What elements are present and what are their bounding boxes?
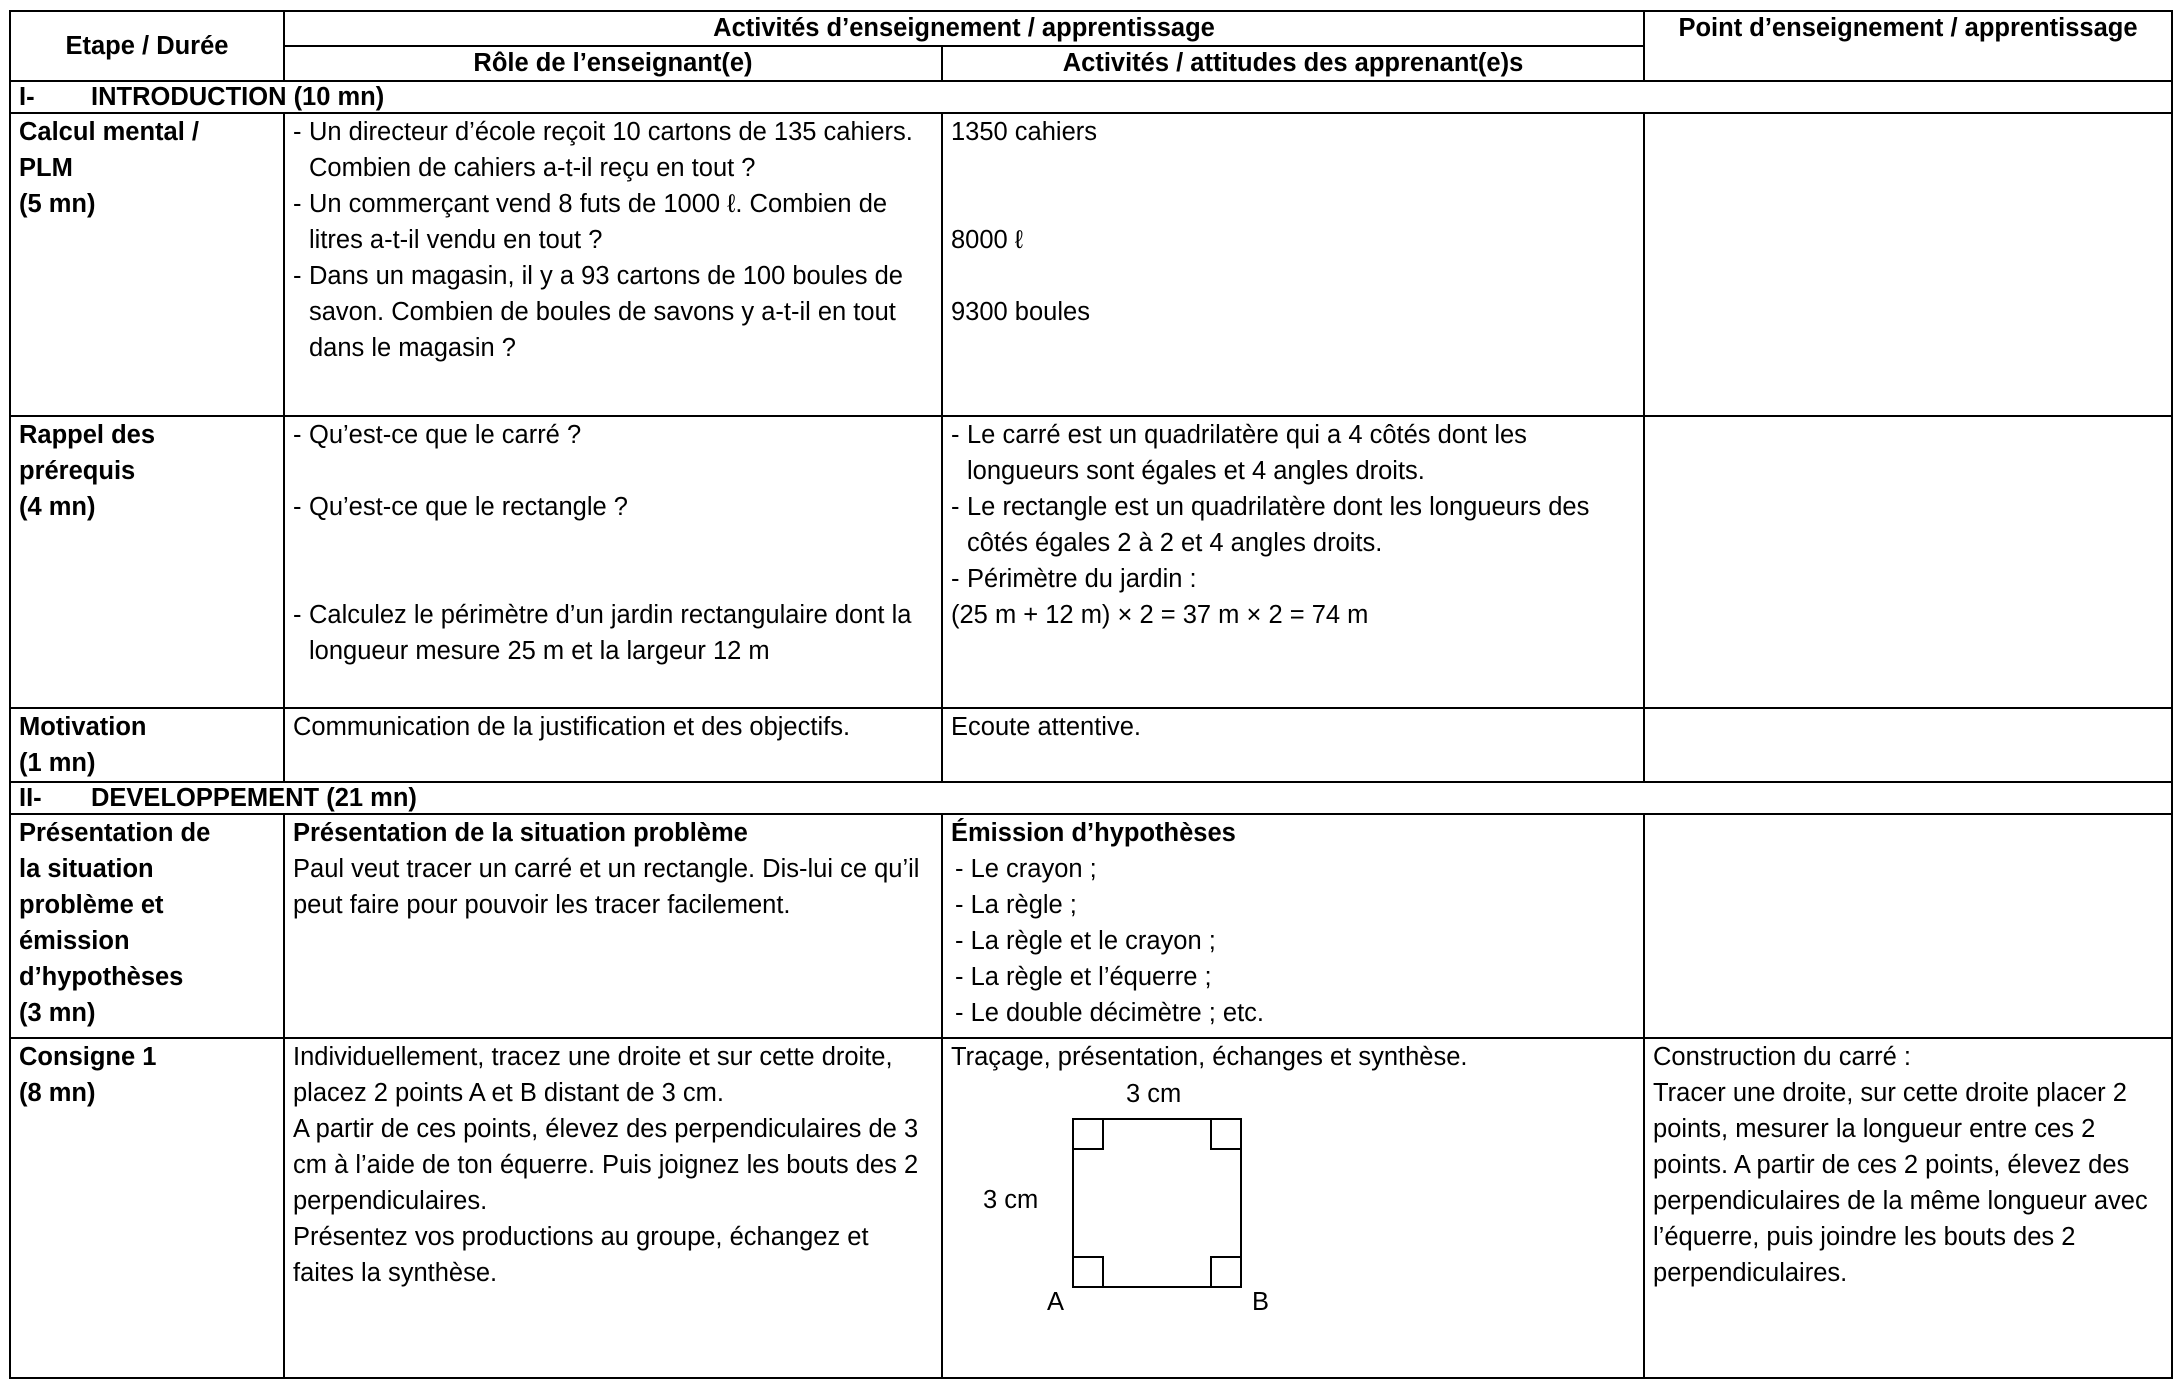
- instruction-paragraph: Présentez vos productions au groupe, échangez et faites la synthèse.: [293, 1223, 869, 1287]
- point-text: Tracer une droite, sur cette droite placer 2 points, mesurer la longueur entre ces 2 points. A partir de ces 2 points, élevez des perpendiculaires de la même longueur avec l’équerre, puis joindre les bouts des 2 perpendiculaires.: [1653, 1079, 2148, 1287]
- row-calcul-mental: [10, 113, 2172, 416]
- answer-item: 8000 ℓ: [951, 226, 1024, 254]
- question-item: - Calculez le périmètre d’un jardin rectangulaire dont la longueur mesure 25 m et la largeur 12 m: [293, 597, 933, 669]
- section-number: II-: [19, 784, 42, 812]
- right-angle-marker: [1210, 1256, 1242, 1288]
- left-side-label: 3 cm: [983, 1186, 1039, 1214]
- header-learner-role: Activités / attitudes des apprenant(e)s: [942, 46, 1644, 81]
- stage-cell: Consigne 1 (8 mn): [10, 1038, 284, 1378]
- row-consigne-1: [10, 1038, 2172, 1378]
- hypothesis-item: - La règle et l’équerre ;: [955, 963, 1212, 991]
- header-teacher-role: Rôle de l’enseignant(e): [284, 46, 942, 81]
- hypothesis-item: - Le crayon ;: [955, 855, 1097, 883]
- header-activities: Activités d’enseignement / apprentissage: [284, 11, 1644, 46]
- section-number: I-: [19, 83, 35, 111]
- hypothesis-item: - La règle et le crayon ;: [955, 927, 1216, 955]
- hypothesis-item: - Le double décimètre ; etc.: [955, 999, 1265, 1027]
- situation-title: Présentation de la situation problème: [293, 819, 748, 847]
- top-side-label: 3 cm: [1126, 1080, 1182, 1108]
- stage-cell: Rappel des prérequis (4 mn): [10, 416, 284, 708]
- lesson-plan-table: [9, 10, 2173, 1379]
- stage-cell: Calcul mental / PLM (5 mn): [10, 113, 284, 416]
- situation-text: Paul veut tracer un carré et un rectangle. Dis-lui ce qu’il peut faire pour pouvoir les tracer facilement.: [293, 855, 920, 919]
- learner-cell: [942, 113, 1644, 416]
- square-figure: [951, 1075, 1411, 1325]
- teacher-cell: [284, 1038, 942, 1378]
- row-motivation: [10, 708, 2172, 782]
- instruction-paragraph: Individuellement, tracez une droite et sur cette droite, placez 2 points A et B distant de 3 cm.: [293, 1043, 893, 1107]
- point-cell: [1644, 113, 2172, 416]
- row-situation-probleme: [10, 814, 2172, 1038]
- teacher-cell: [284, 113, 942, 416]
- question-item: - Qu’est-ce que le carré ?: [293, 417, 933, 453]
- answer-item: - Le carré est un quadrilatère qui a 4 côtés dont les longueurs sont égales et 4 angles droits.: [951, 417, 1635, 489]
- teacher-cell: [284, 416, 942, 708]
- stage-cell: Motivation (1 mn): [10, 708, 284, 782]
- learner-cell: [942, 814, 1644, 1038]
- right-angle-marker: [1072, 1118, 1104, 1150]
- point-title: Construction du carré :: [1653, 1043, 1911, 1071]
- answer-item: - Le rectangle est un quadrilatère dont les longueurs des côtés égales 2 à 2 et 4 angles droits.: [951, 489, 1635, 561]
- point-cell: [1644, 814, 2172, 1038]
- right-angle-marker: [1072, 1256, 1104, 1288]
- learner-activity: Traçage, présentation, échanges et synthèse.: [951, 1043, 1468, 1071]
- teacher-cell: [284, 814, 942, 1038]
- point-b-label: B: [1252, 1288, 1270, 1316]
- question-item: - Un commerçant vend 8 futs de 1000 ℓ. Combien de litres a-t-il vendu en tout ?: [293, 186, 933, 258]
- point-cell: [1644, 416, 2172, 708]
- section-title: DEVELOPPEMENT (21 mn): [91, 784, 417, 812]
- teacher-cell: Communication de la justification et des objectifs.: [284, 708, 942, 782]
- question-item: - Un directeur d’école reçoit 10 cartons de 135 cahiers. Combien de cahiers a-t-il reçu en tout ?: [293, 114, 933, 186]
- instruction-paragraph: A partir de ces points, élevez des perpendiculaires de 3 cm à l’aide de ton équerre. Puis joignez les bouts des 2 perpendiculaires.: [293, 1115, 919, 1215]
- header-point: Point d’enseignement / apprentissage: [1644, 11, 2172, 81]
- stage-cell: Présentation de la situation problème et émission d’hypothèses (3 mn): [10, 814, 284, 1038]
- row-rappel-prerequis: [10, 416, 2172, 708]
- hypotheses-title: Émission d’hypothèses: [951, 819, 1236, 847]
- hypothesis-item: - La règle ;: [955, 891, 1077, 919]
- answer-item: (25 m + 12 m) × 2 = 37 m × 2 = 74 m: [951, 601, 1369, 629]
- learner-cell: [942, 1038, 1644, 1378]
- right-angle-marker: [1210, 1118, 1242, 1150]
- question-item: - Qu’est-ce que le rectangle ?: [293, 489, 933, 525]
- question-item: - Dans un magasin, il y a 93 cartons de 100 boules de savon. Combien de boules de savons y a-t-il en tout dans le magasin ?: [293, 258, 933, 366]
- learner-cell: Ecoute attentive.: [942, 708, 1644, 782]
- answer-item: 1350 cahiers: [951, 118, 1098, 146]
- section-introduction: [10, 81, 2172, 113]
- learner-cell: [942, 416, 1644, 708]
- section-developpement: [10, 782, 2172, 814]
- point-cell: [1644, 708, 2172, 782]
- point-cell: [1644, 1038, 2172, 1378]
- answer-item: - Périmètre du jardin :: [951, 561, 1635, 597]
- point-a-label: A: [1047, 1288, 1065, 1316]
- section-title: INTRODUCTION (10 mn): [91, 83, 385, 111]
- header-stage: Etape / Durée: [10, 11, 284, 81]
- answer-item: 9300 boules: [951, 298, 1090, 326]
